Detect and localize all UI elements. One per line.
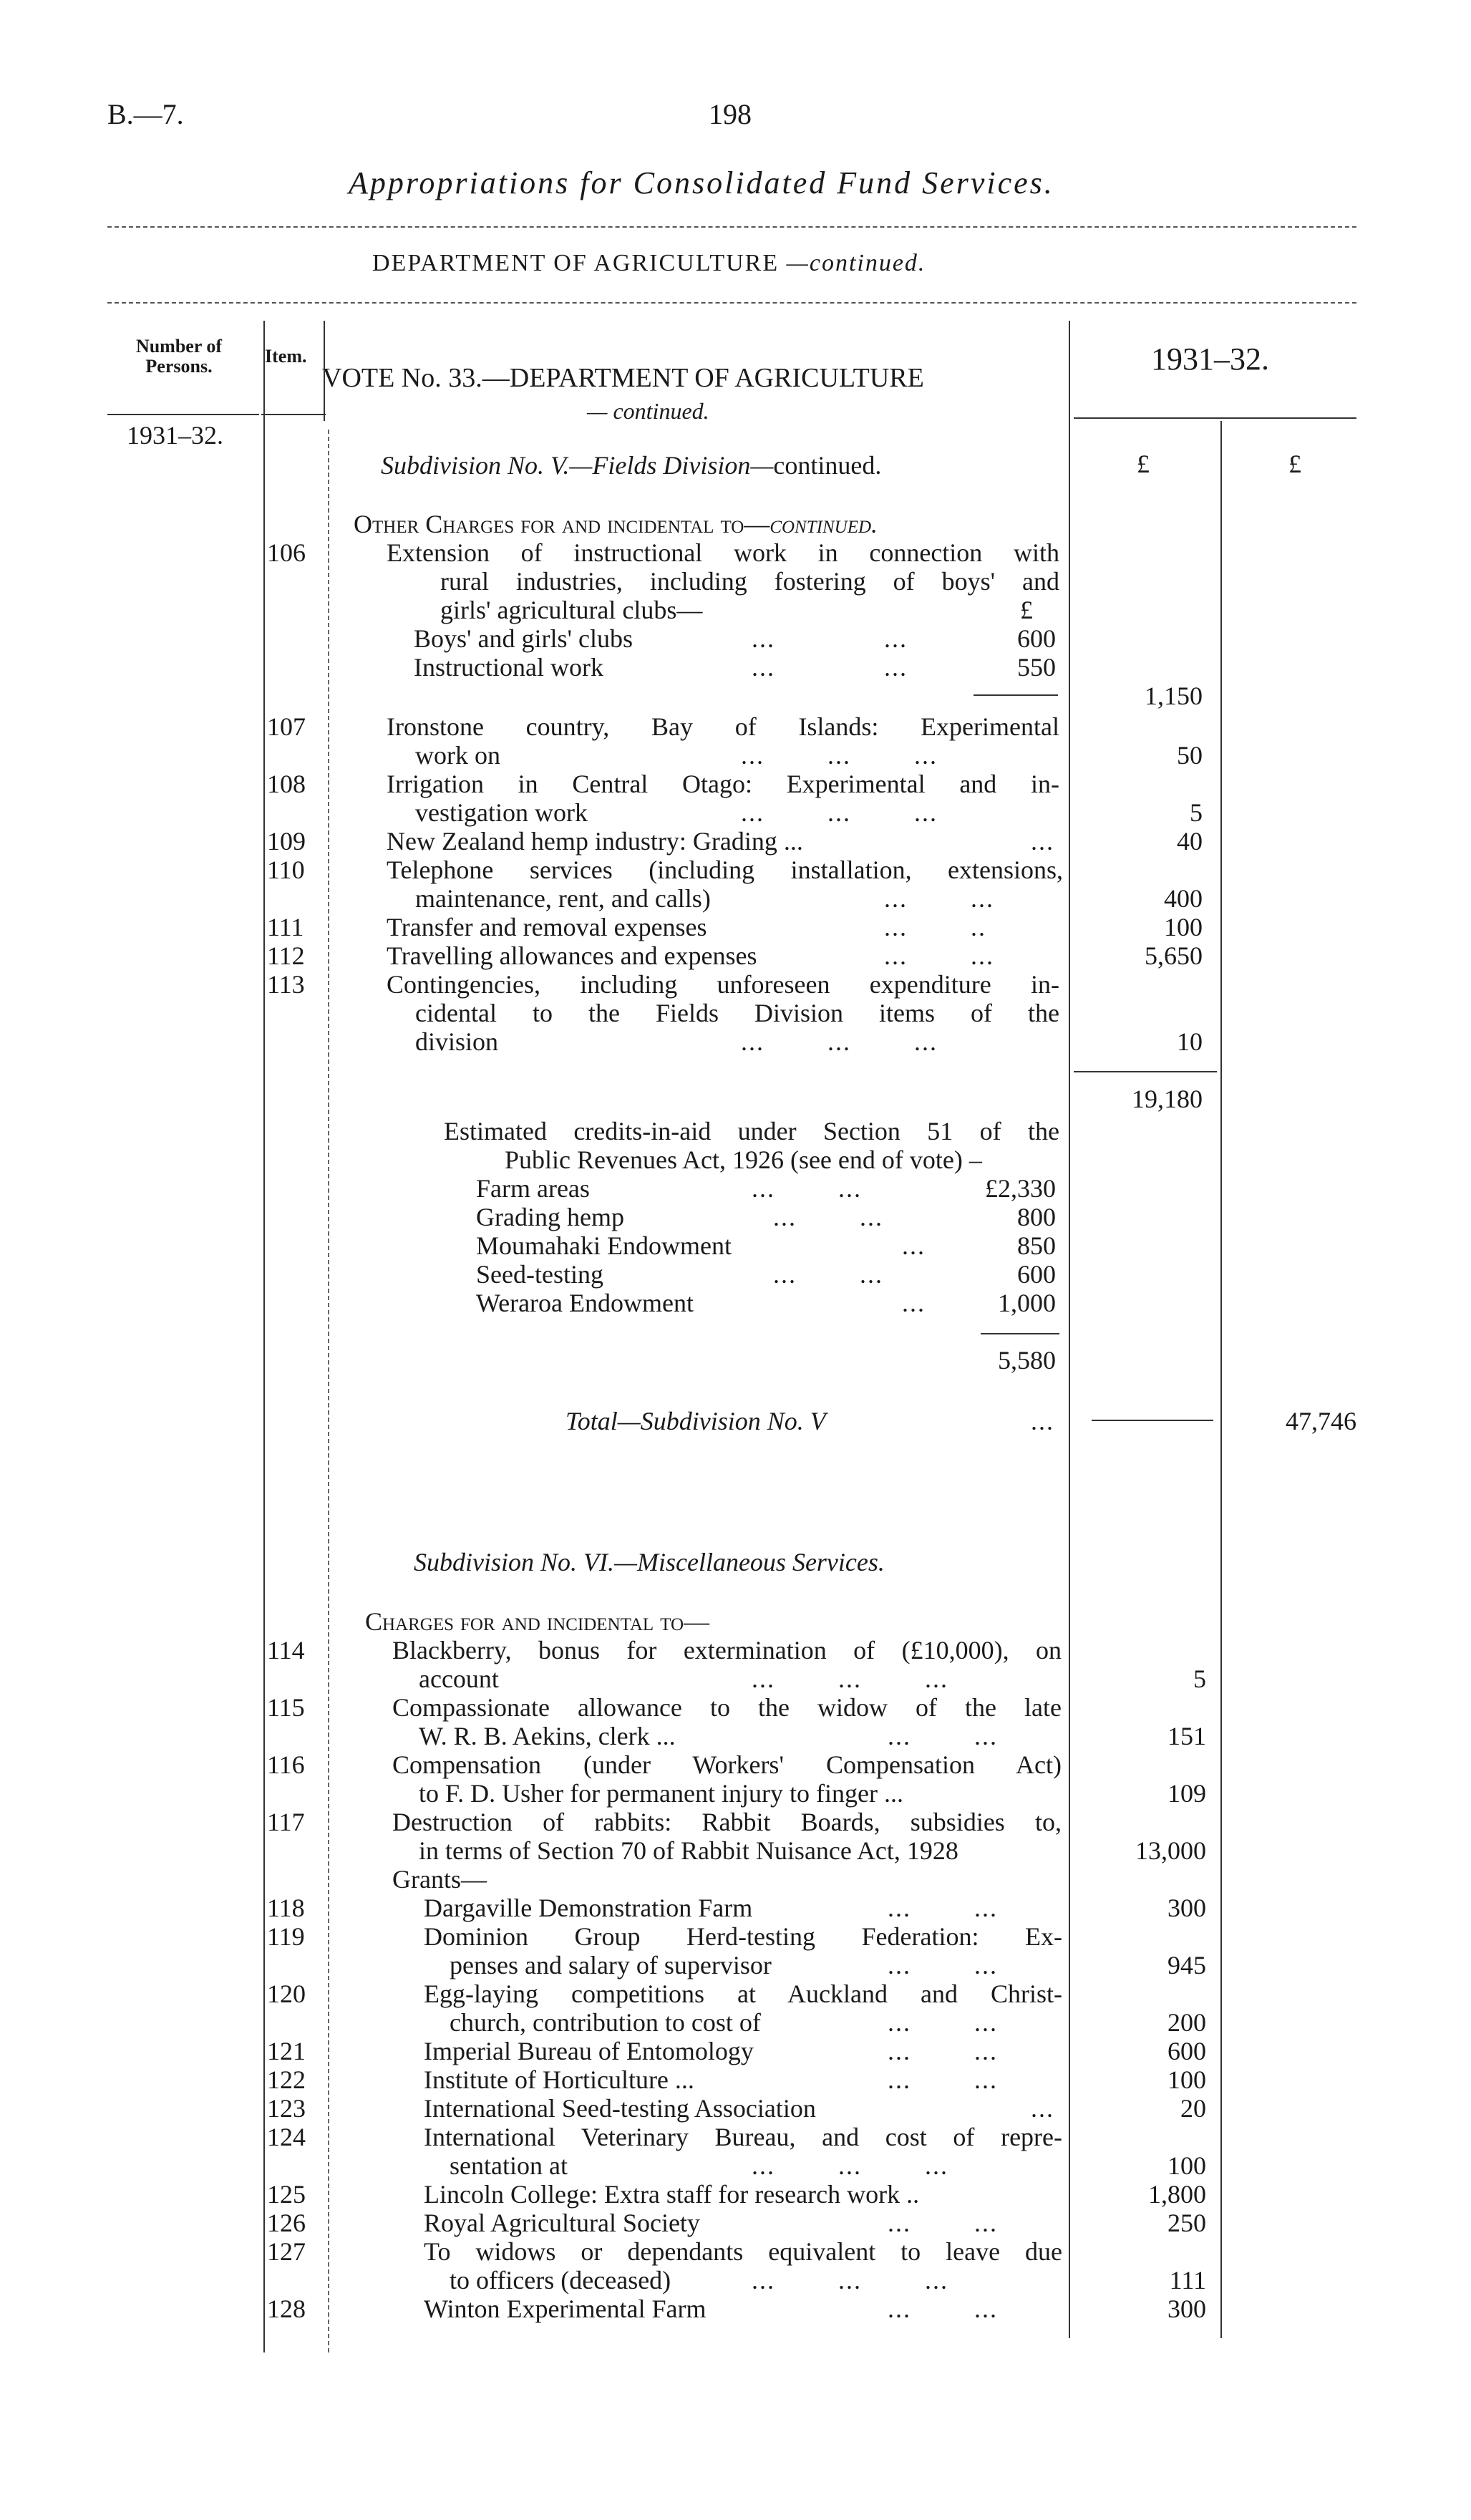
item-amount: 50 — [1177, 741, 1203, 770]
page-title: Appropriations for Consolidated Fund Services. — [349, 165, 1054, 200]
subdivision-5-total-label: Total—Subdivision No. V — [565, 1407, 826, 1435]
item-amount: 100 — [1164, 913, 1203, 941]
vote-continued: — continued. — [587, 398, 709, 424]
pound-sign-sub: £ — [1020, 596, 1033, 624]
item-number: 118 — [267, 1894, 305, 1922]
item-number: 123 — [267, 2094, 306, 2123]
item-amount: 200 — [1167, 2008, 1206, 2037]
item-amount: 151 — [1167, 1722, 1206, 1750]
item-number: 114 — [267, 1636, 305, 1664]
column-number-of-persons: Number of Persons. — [135, 336, 223, 377]
item-number: 111 — [267, 913, 304, 941]
item-amount: 600 — [1167, 2037, 1206, 2065]
item-amount: 1,150 — [1145, 682, 1203, 710]
page-number: 198 — [709, 98, 752, 130]
item-number: 128 — [267, 2294, 306, 2323]
item-amount: 5,650 — [1145, 941, 1203, 970]
subdivision-5-subtotal: 19,180 — [1132, 1085, 1203, 1113]
subdivision-6-heading: Subdivision No. VI.—Miscellaneous Services. — [414, 1548, 885, 1576]
credits-heading-line-2: Public Revenues Act, 1926 (see end of vote) – — [505, 1145, 982, 1174]
item-amount: 5 — [1190, 798, 1203, 827]
subdivision-6-charges-heading: Charges for and incidental to— — [365, 1607, 710, 1636]
item-amount: 109 — [1167, 1779, 1206, 1808]
credits-total: 5,580 — [998, 1346, 1056, 1375]
grants-label: Grants— — [392, 1865, 487, 1894]
department-name: DEPARTMENT OF AGRICULTURE — [372, 250, 780, 276]
item-number: 113 — [267, 970, 305, 999]
item-number: 127 — [267, 2237, 306, 2266]
column-year-right: 1931–32. — [1151, 341, 1269, 377]
pound-sign-1: £ — [1137, 450, 1150, 478]
column-year-left: 1931–32. — [127, 421, 223, 450]
item-amount: 100 — [1167, 2151, 1206, 2180]
item-amount: 20 — [1180, 2094, 1206, 2123]
item-amount: 10 — [1177, 1027, 1203, 1056]
pound-sign-2: £ — [1288, 450, 1301, 478]
vote-title: VOTE No. 33.—DEPARTMENT OF AGRICULTURE — [322, 363, 924, 393]
item-amount: 5 — [1193, 1664, 1206, 1693]
item-amount: 250 — [1167, 2209, 1206, 2237]
item-amount: 300 — [1167, 1894, 1206, 1922]
item-number: 122 — [267, 2065, 306, 2094]
item-number: 106 — [267, 538, 306, 567]
item-amount: 300 — [1167, 2294, 1206, 2323]
subdivision-5-total: 47,746 — [1286, 1407, 1356, 1435]
item-number: 120 — [267, 1979, 306, 2008]
page: B.—7. 198 Appropriations for Consolidated Fund Services. DEPARTMENT OF AGRICULTURE —continued. Number of Persons. Item. VOTE No. 33.—DEPARTMENT OF AGRICULTURE — continued. 1931–32. 1931–32. £ £ Subdivision No. V.—Fields Division—continued. Other Charges for and incidental to—continued. 106 Extension of instructional work in connection with rural industries, including fostering of boys' and girls' agricultural clubs— £ Boys' and girls' clubs ... ... 600 Instructional work ... ... 550 1,150 107 Ironstone country, Bay of Islands: Experimental work on ... ... ... 50 108 Irrigation in Central Otago: Experimental and in- vestigation work ... ... ... 5 109 New Zealand hemp industry: Grading ... ... 40 110 Telephone services (including installation, extensions, maintenance, rent, and calls) ... ... 400 111 Transfer and removal expenses ... .. 100 112 Travelling allowances and expenses ... ... 5,650 113 Contingencies, including unforeseen expenditure in- cidental to the Fields Division items of the division ... ... ... 10 19,180 Estimated credits-in-aid under Section 51 of the Public Revenues Act, 1926 (see end of vote) – Farm areas ... ... £2,330 Grading hemp ... ... 800 Moumahaki Endowment ... 850 Seed-testing ... ... 600 Weraroa Endowment ... 1,000 5,580 Total—Subdivision No. V ... 47,746 Subdivision No. VI.—Miscellaneous Services. Charges for and incidental to— 114 Blackberry, bonus for extermination of (£10,000), on account ... ... ... 5 115 Compassionate allowance to the widow of the late W. R. B. Aekins, clerk ... ... ... 151 116 Compensation (under Workers' Compensation Act) to F. D. Usher for permanent injury to finger ... 109 117 Destruction of rabbits: Rabbit Boards, subsidies to, in terms of Section 70 of Rabbit Nuisance Act, 1928 13,000 Grants— 118 Dargaville Demonstration Farm ... ... 300 119 Dominion Group Herd-testing Federation: Ex- penses and salary of supervisor ... ... 945 120 Egg-laying competitions at Auckland and Christ- church, contribution to cost of ... ... 200 121 Imperial Bureau of Entomology ... ... 600 122 Institute of Horticulture ... ... ... 100 123 International Seed-testing Association ... 20 124 International Veterinary Bureau, and cost of repre- sentation at ... ... ... 100 125 Lincoln College: Extra staff for research work .. 1,800 126 Royal Agricultural Society ... ... 250 127 To widows or dependants equivalent to leave due to officers (deceased) ... ... ... 111 128 Winton Experimental Farm ... ... 300 — [0, 0, 1471, 2520]
page-ref: B.—7. — [107, 98, 184, 130]
item-number: 108 — [267, 770, 306, 798]
subdivision-5-heading: Subdivision No. V.—Fields Division—continued. — [381, 451, 882, 480]
item-number: 121 — [267, 2037, 306, 2065]
item-number: 124 — [267, 2123, 306, 2151]
item-number: 115 — [267, 1693, 305, 1722]
item-number: 117 — [267, 1808, 305, 1836]
item-number: 110 — [267, 856, 305, 884]
item-amount: 40 — [1177, 827, 1203, 856]
item-number: 125 — [267, 2180, 306, 2209]
item-number: 119 — [267, 1922, 305, 1951]
subdivision-5-charges-heading: Other Charges for and incidental to—continued. — [354, 510, 878, 538]
item-amount: 100 — [1167, 2065, 1206, 2094]
credits-heading-line-1: Estimated credits-in-aid under Section 51 of the — [444, 1117, 1059, 1145]
item-amount: 945 — [1167, 1951, 1206, 1979]
column-item: Item. — [265, 346, 307, 367]
item-number: 109 — [267, 827, 306, 856]
item-amount: 1,800 — [1148, 2180, 1206, 2209]
item-amount: 13,000 — [1135, 1836, 1206, 1865]
item-number: 126 — [267, 2209, 306, 2237]
item-number: 112 — [267, 941, 305, 970]
item-amount: 111 — [1169, 2266, 1206, 2294]
item-amount: 400 — [1164, 884, 1203, 913]
department-heading — [372, 249, 926, 278]
item-number: 116 — [267, 1750, 305, 1779]
item-number: 107 — [267, 712, 306, 741]
department-continued: —continued. — [786, 250, 926, 276]
